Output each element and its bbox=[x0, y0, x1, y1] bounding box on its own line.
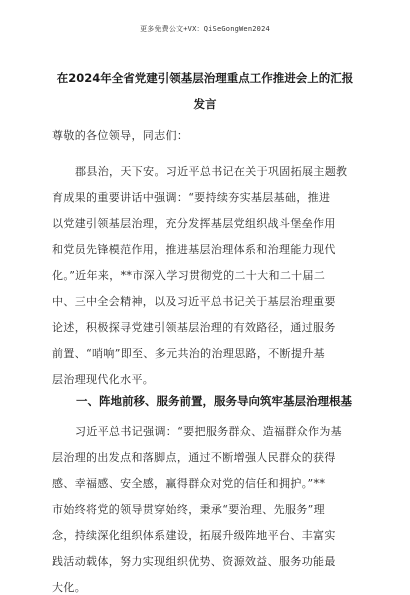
paragraph-1-line: 育成果的重要讲话中强调：“要持续夯实基层基础，推进 bbox=[52, 191, 331, 204]
paragraph-1-line: 化。”近年来，**市深入学习贯彻党的二十大和二十届二 bbox=[52, 269, 326, 282]
paragraph-2-line: 念，持续深化组织体系建设，拓展升级阵地平台、丰富实 bbox=[52, 529, 336, 542]
paragraph-2-line: 感、幸福感、安全感，赢得群众对党的信任和拥护。”** bbox=[52, 477, 326, 490]
section-heading: 一、阵地前移、服务前置，服务导向筑牢基层治理根基 bbox=[76, 394, 352, 408]
paragraph-2-line: 习近平总书记强调：“要把服务群众、造福群众作为基 bbox=[75, 425, 343, 438]
paragraph-1-line: 和党员先锋模范作用，推进基层治理体系和治理能力现代 bbox=[52, 243, 336, 256]
document-title-line-2: 发言 bbox=[193, 97, 217, 111]
paragraph-1-line: 中、三中全会精神，以及习近平总书记关于基层治理重要 bbox=[52, 295, 336, 308]
paragraph-1-line: 前置、“哨响”即至、多元共治的治理思路，不断提升基 bbox=[52, 347, 325, 360]
paragraph-1-line: 郡县治，天下安。习近平总书记在关于巩固拓展主题教 bbox=[75, 165, 348, 178]
paragraph-2-line: 大化。 bbox=[52, 581, 87, 594]
header-note: 更多免费公文+VX：QiSeGongWen2024 bbox=[140, 25, 270, 33]
paragraph-2-line: 市始终将党的领导贯穿始终，秉承“要治理、先服务”理 bbox=[52, 503, 325, 516]
paragraph-1-line: 层治理现代化水平。 bbox=[52, 373, 155, 386]
paragraph-1-line: 论述，积极探寻党建引领基层治理的有效路径，通过服务 bbox=[52, 321, 336, 334]
paragraph-2-line: 层治理的出发点和落脚点，通过不断增强人民群众的获得 bbox=[52, 451, 336, 464]
document-title-line-1: 在2024年全省党建引领基层治理重点工作推进会上的汇报 bbox=[56, 71, 354, 85]
paragraph-1-line: 以党建引领基层治理，充分发挥基层党组织战斗堡垒作用 bbox=[52, 217, 336, 230]
paragraph-2-line: 践活动载体，努力实现组织优势、资源效益、服务功能最 bbox=[52, 555, 336, 568]
greeting: 尊敬的各位领导，同志们： bbox=[52, 129, 189, 142]
